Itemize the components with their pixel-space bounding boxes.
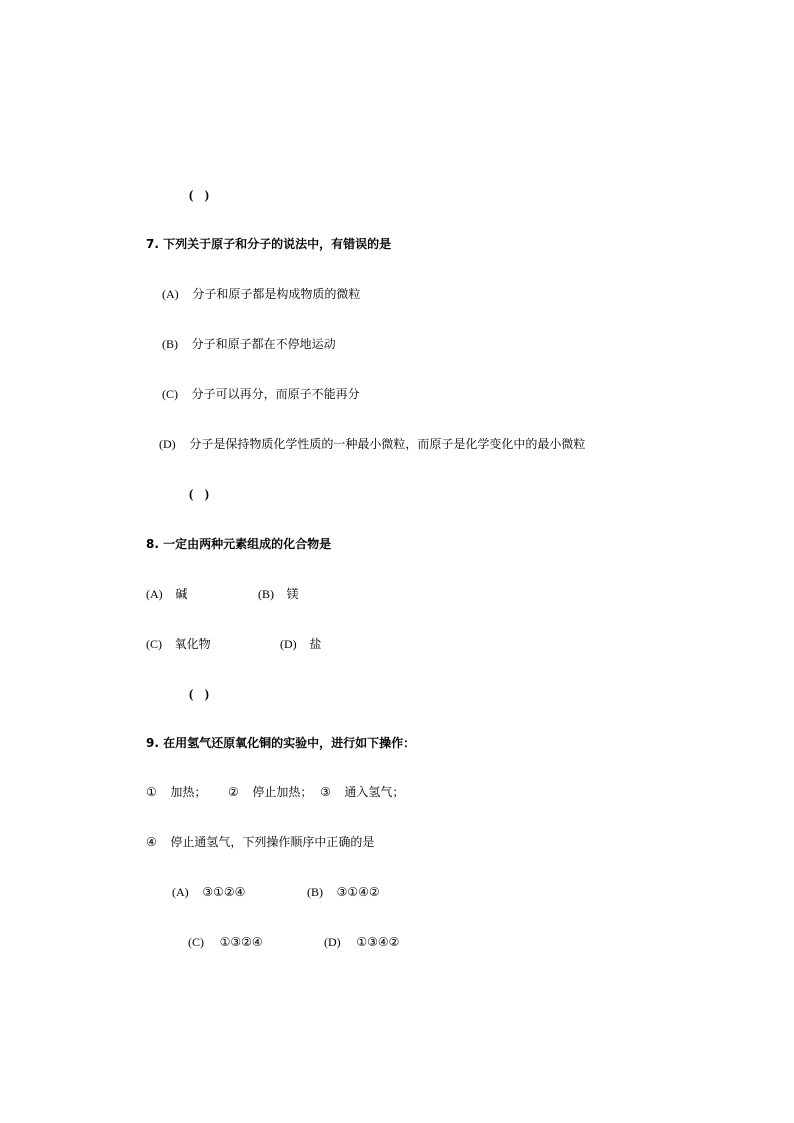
q9-option-d [324, 934, 399, 950]
option-label: (B) [258, 587, 274, 601]
option-text: 分子和原子都在不停地运动 [191, 337, 336, 351]
q7-option-d [159, 436, 585, 452]
q7-answer-blank [189, 486, 209, 502]
q6-answer-blank [189, 187, 209, 203]
q8-answer-blank [189, 686, 209, 702]
option-label: (C) [162, 387, 178, 401]
option-text: 盐 [309, 637, 322, 651]
option-text: ③①②④ [202, 885, 246, 899]
option-label: (C) [146, 637, 162, 651]
option-label: (C) [188, 935, 204, 949]
q8-option-c [146, 636, 211, 652]
option-label: (B) [307, 885, 323, 899]
option-text: 镁 [286, 587, 299, 601]
option-text: 碱 [175, 587, 188, 601]
answer-parentheses: ( ) [189, 187, 209, 202]
option-text: 分子是保持物质化学性质的一种最小微粒，而原子是化学变化中的最小微粒 [189, 437, 586, 451]
q9-step-2 [228, 784, 312, 800]
option-label: (A) [162, 287, 179, 301]
q9-option-b [307, 884, 380, 900]
step-text: 停止通氢气，下列操作顺序中正确的是 [170, 835, 375, 849]
answer-parentheses: ( ) [189, 486, 209, 501]
q9-option-a [172, 884, 245, 900]
step-text: 停止加热； [252, 785, 313, 799]
option-label: (B) [162, 337, 178, 351]
step-text: 通入氢气； [344, 785, 405, 799]
step-text: 加热； [170, 785, 207, 799]
q8-option-a [146, 586, 187, 602]
q9-option-c [188, 934, 263, 950]
q9-step-3 [320, 784, 404, 800]
option-label: (D) [324, 935, 341, 949]
q9-step-1 [146, 784, 206, 800]
option-text: ①③④② [356, 935, 400, 949]
q7-option-a [162, 286, 360, 302]
option-text: ①③②④ [219, 935, 263, 949]
answer-parentheses: ( ) [189, 686, 209, 701]
option-label: (D) [159, 437, 176, 451]
q7-option-b [162, 336, 336, 352]
step-number: ① [146, 785, 157, 799]
q8-option-b [258, 586, 299, 602]
q7-option-c [162, 386, 360, 402]
option-label: (A) [146, 587, 163, 601]
q8-option-d [280, 636, 321, 652]
q8-stem: 8. 一定由两种元素组成的化合物是 [146, 537, 332, 551]
q7-stem: 7. 下列关于原子和分子的说法中，有错误的是 [146, 237, 392, 251]
q9-step-4 [146, 834, 374, 850]
option-text: ③①④② [336, 885, 380, 899]
step-number: ④ [146, 835, 157, 849]
option-label: (D) [280, 637, 297, 651]
option-text: 分子和原子都是构成物质的微粒 [192, 287, 361, 301]
option-text: 氧化物 [174, 637, 211, 651]
q9-stem: 9. 在用氢气还原氧化铜的实验中，进行如下操作： [146, 736, 416, 750]
step-number: ② [228, 785, 239, 799]
step-number: ③ [320, 785, 331, 799]
option-text: 分子可以再分，而原子不能再分 [191, 387, 360, 401]
option-label: (A) [172, 885, 189, 899]
